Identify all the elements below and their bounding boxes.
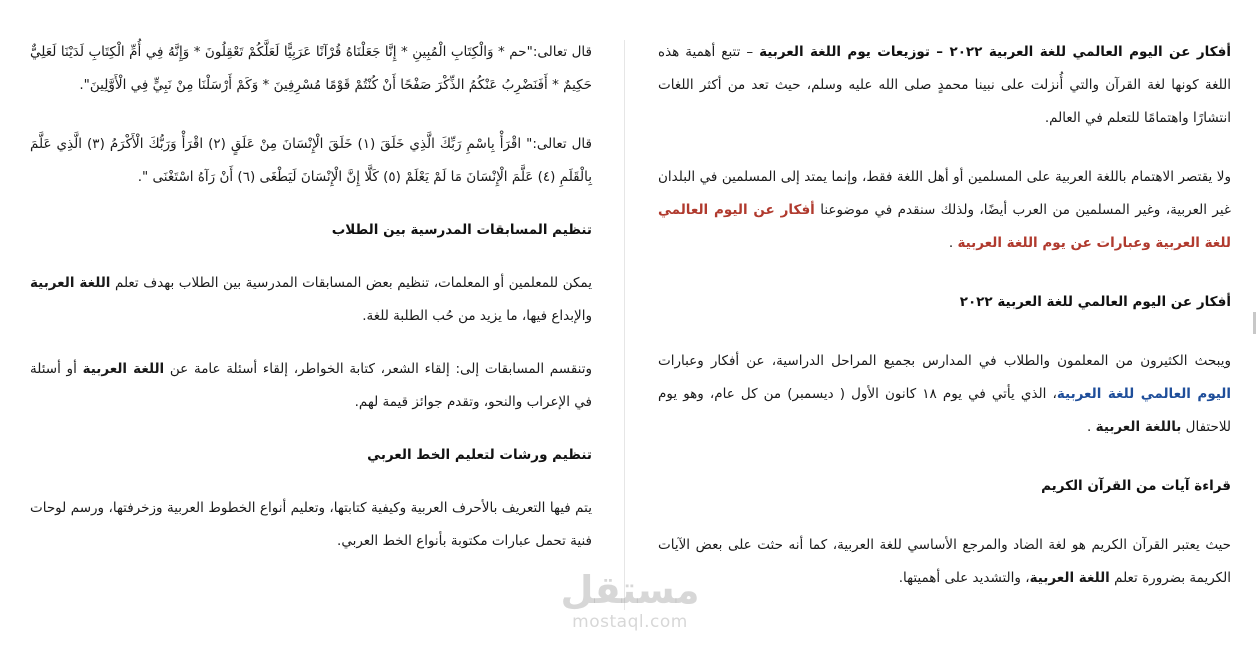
section-heading-competitions: تنظيم المسابقات المدرسية بين الطلاب (331, 222, 592, 238)
scope-paragraph: ولا يقتصر الاهتمام باللغة العربية على المسلمين أو أهل اللغة فقط، وإنما يمتد إلى المسلمين في البلدان غير العربية، وغير المسلمين من العرب أيضًا، ولذلك سنقدم في موضوعنا أفكار عن اليوم العالمي للغة العربية وعبارات عن يوم اللغة العربية . (658, 169, 1231, 251)
intro-text: – تتبع أهمية هذه اللغة كونها لغة القرآن والتي أُنزلت على نبينا محمدٍ صلى الله عليه وسلم، حيث تعد من أكثر اللغات انتشارًا واهتمامًا للتعلم في العالم. (658, 44, 1231, 126)
watermark-domain: mostaql.com (572, 612, 688, 632)
competition-types-paragraph: وتنقسم المسابقات إلى: إلقاء الشعر، كتابة الخواطر، إلقاء أسئلة عامة عن اللغة العربية أو أسئلة في الإعراب والنحو، وتقدم جوائز قيمة لهم. (30, 361, 592, 410)
right-column (658, 36, 1231, 595)
arabic-language-bold: اللغة العربية (82, 361, 165, 377)
calligraphy-paragraph: يتم فيها التعريف بالأحرف العربية وكيفية كتابتها، وتعليم أنواع الخطوط العربية وزخرفتها، ورسم لوحات فنية تحمل عبارات مكتوبة بأنواع الخط العربي. (30, 500, 592, 549)
competitions-paragraph: يمكن للمعلمين أو المعلمات، تنظيم بعض المسابقات المدرسية بين الطلاب بهدف تعلم اللغة العربية والإبداع فيها، ما يزيد من حُب الطلبة للغة. (30, 275, 592, 324)
watermark-logo: مستقل (560, 568, 700, 612)
arabic-language-bold: باللغة العربية (1095, 419, 1182, 435)
topic-link[interactable]: أفكار عن اليوم العالمي للغة العربية وعبارات عن يوم اللغة العربية (658, 202, 1231, 251)
section-heading-quran: قراءة آيات من القرآن الكريم (1041, 478, 1231, 494)
left-column (30, 36, 592, 558)
search-paragraph: ويبحث الكثيرون من المعلمون والطلاب في المدارس بجميع المراحل الدراسية، عن أفكار وعبارات اليوم العالمي للغة العربية، الذي يأتي في يوم ١٨ كانون الأول ( ديسمبر) من كل عام، وهو يوم للاحتفال باللغة العربية . (658, 353, 1231, 435)
column-divider (624, 40, 625, 610)
section-heading-calligraphy: تنظيم ورشات لتعليم الخط العربي (367, 447, 592, 463)
world-day-link[interactable]: اليوم العالمي للغة العربية (1056, 386, 1231, 402)
arabic-language-bold: اللغة العربية (1029, 570, 1110, 586)
arabic-language-bold: اللغة العربية (30, 275, 111, 291)
scope-text: ولا يقتصر الاهتمام باللغة العربية على المسلمين أو أهل اللغة فقط، وإنما يمتد إلى المسلمين في البلدان غير العربية، وغير المسلمين من العرب أيضًا، ولذلك سنقدم في موضوعنا (658, 169, 1231, 218)
quran-verse-1: قال تعالى:"حم * وَالْكِتَابِ الْمُبِينِ * إِنَّا جَعَلْنَاهُ قُرْآنًا عَرَبِيًّا لَعَلَّكُمْ تَعْقِلُونَ * وَإِنَّهُ فِي أُمِّ الْكِتَابِ لَدَيْنَا لَعَلِيٌّ حَكِيمٌ * أَفَنَضْرِبُ عَنْكُمُ الذِّكْرَ صَفْحًا أَنْ كُنْتُمْ قَوْمًا مُسْرِفِينَ * وَكَمْ أَرْسَلْنَا مِنْ نَبِيٍّ فِي الْأَوَّلِينَ". (30, 44, 592, 93)
quran-paragraph: حيث يعتبر القرآن الكريم هو لغة الضاد والمرجع الأساسي للغة العربية، كما أنه حثت على بعض الآيات الكريمة بضرورة تعلم اللغة العربية، والتشديد على أهميتها. (658, 537, 1231, 586)
intro-paragraph (658, 36, 1231, 135)
intro-heading: أفكار عن اليوم العالمي للغة العربية ٢٠٢٢ – توزيعات يوم اللغة العربية (759, 44, 1231, 60)
quran-verse-2: قال تعالى:" اقْرَأْ بِاسْمِ رَبِّكَ الَّذِي خَلَقَ (١) خَلَقَ الْإِنْسَانَ مِنْ عَلَقٍ (٢) اقْرَأْ وَرَبُّكَ الْأَكْرَمُ (٣) الَّذِي عَلَّمَ بِالْقَلَمِ (٤) عَلَّمَ الْإِنْسَانَ مَا لَمْ يَعْلَمْ (٥) كَلَّا إِنَّ الْإِنْسَانَ لَيَطْغَى (٦) أَنْ رَآهُ اسْتَغْنَى ". (30, 136, 592, 185)
section-heading-ideas: أفكار عن اليوم العالمي للغة العربية ٢٠٢٢ (959, 294, 1231, 310)
